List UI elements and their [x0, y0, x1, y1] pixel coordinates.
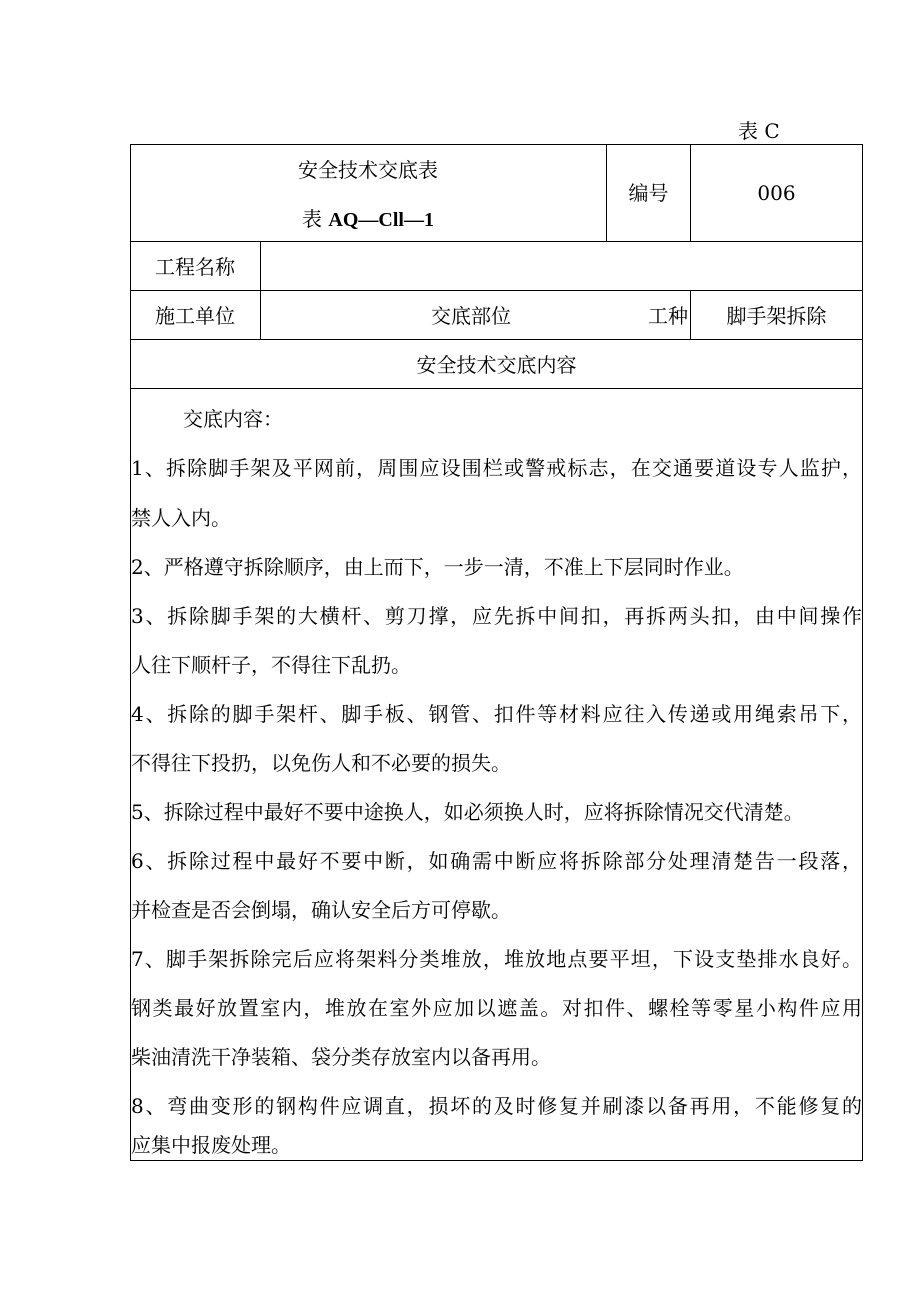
table-border-bottom — [130, 1160, 863, 1161]
trade-label: 工种 — [648, 304, 688, 328]
form-title: 安全技术交底表 — [298, 158, 438, 182]
project-name-label: 工程名称 — [155, 255, 235, 279]
content-line: 并检查是否会倒塌，确认安全后方可停歇。 — [131, 898, 511, 922]
content-line: 8、弯曲变形的钢构件应调直，损坏的及时修复并刷漆以备再用，不能修复的 — [131, 1094, 862, 1118]
row-divider — [130, 241, 863, 242]
content-line: 禁人入内。 — [131, 506, 231, 530]
content-line: 柴油清洗干净装箱、袋分类存放室内以备再用。 — [131, 1045, 551, 1069]
content-line: 4、拆除的脚手架杆、脚手板、钢管、扣件等材料应往入传递或用绳索吊下， — [131, 702, 862, 726]
form-code: 表 C — [738, 119, 780, 143]
table-code: AQ—Cll—1 — [328, 209, 434, 231]
table-border-right — [862, 144, 863, 1161]
briefing-part-label: 交底部位 — [431, 304, 511, 328]
content-line: 3、拆除脚手架的大横杆、剪刀撑，应先拆中间扣，再拆两头扣，由中间操作 — [131, 604, 862, 628]
column-divider — [260, 241, 261, 340]
content-line: 5、拆除过程中最好不要中途换人，如必须换人时，应将拆除情况交代清楚。 — [131, 800, 804, 824]
table-code-line — [130, 206, 606, 233]
content-line: 不得往下投扔，以免伤人和不必要的损失。 — [131, 751, 511, 775]
row-divider — [130, 339, 863, 340]
section-title: 安全技术交底内容 — [416, 353, 577, 377]
content-line: 7、脚手架拆除完后应将架料分类堆放，堆放地点要平坦，下设支垫排水良好。 — [131, 947, 862, 971]
table-code-prefix: 表 — [302, 207, 329, 231]
briefing-content — [131, 389, 862, 1159]
content-intro: 交底内容： — [183, 407, 283, 431]
content-line: 钢类最好放置室内，堆放在室外应加以遮盖。对扣件、螺栓等零星小构件应用 — [131, 996, 862, 1020]
content-line: 应集中报废处理。 — [131, 1133, 291, 1157]
trade-value: 脚手架拆除 — [726, 304, 827, 328]
safety-briefing-table — [130, 144, 863, 1161]
construction-unit-label: 施工单位 — [155, 304, 235, 328]
content-line: 1、拆除脚手架及平网前，周围应设围栏或警戒标志，在交通要道设专人监护， — [131, 456, 862, 480]
row-divider — [130, 290, 863, 291]
number-value: 006 — [757, 181, 796, 205]
table-border-top — [130, 144, 863, 145]
content-line: 6、拆除过程中最好不要中断，如确需中断应将拆除部分处理清楚告一段落， — [131, 849, 862, 873]
number-label: 编号 — [628, 181, 669, 205]
content-line: 2、严格遵守拆除顺序，由上而下，一步一清，不准上下层同时作业。 — [131, 555, 744, 579]
content-line: 人往下顺杆子，不得往下乱扔。 — [131, 653, 411, 677]
